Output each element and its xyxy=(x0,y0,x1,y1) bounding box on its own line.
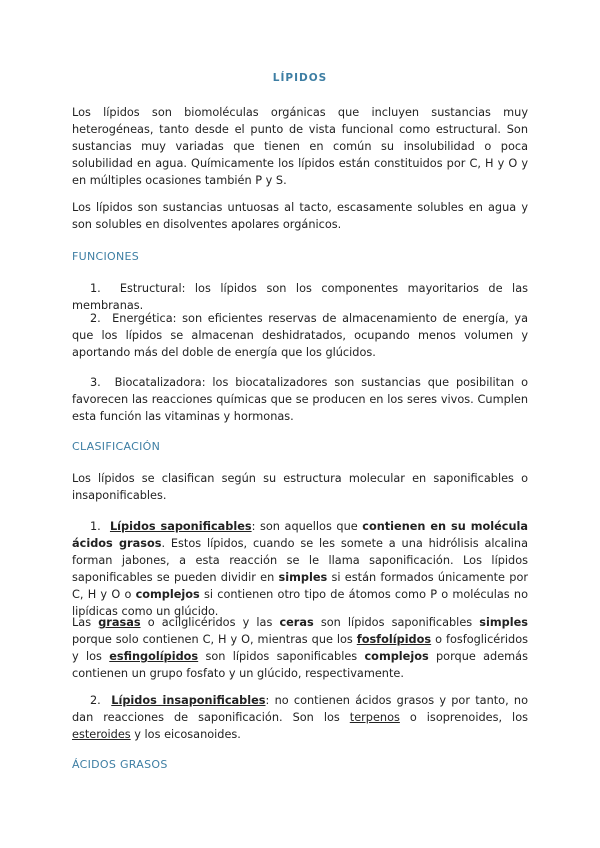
list-text: Estructural: los lípidos son los componentes mayoritarios de las membranas. xyxy=(72,282,528,312)
text-run: son lípidos saponificables xyxy=(313,616,480,629)
text-run: o fosfoglicéridos y los xyxy=(72,633,528,663)
text-run: son lípidos saponificables xyxy=(198,650,365,663)
term-grasas: grasas xyxy=(98,616,141,629)
text-run: porque solo contienen C, H y O, mientras que los xyxy=(72,633,357,646)
intro-paragraph-2: Los lípidos son sustancias untuosas al tacto, escasamente solubles en agua y son solubles en disolventes apolares orgánicos. xyxy=(72,201,528,231)
bold-run: complejos xyxy=(135,588,200,601)
text-run: si están formados únicamente por C, H y O o xyxy=(72,571,529,601)
term-complejos: complejos xyxy=(364,650,429,663)
term-insaponificables: Lípidos insaponificables xyxy=(111,694,266,707)
text-run: o isoprenoides, los xyxy=(399,711,528,724)
clasificacion-paragraph xyxy=(72,614,528,682)
list-number: 3. xyxy=(90,376,101,389)
list-number: 1. xyxy=(90,282,101,295)
list-number: 2. xyxy=(90,312,101,325)
bold-run: contienen en su molécula ácidos grasos xyxy=(72,520,528,550)
text-run: y los eicosanoides. xyxy=(130,728,241,741)
text-run: . Estos lípidos, cuando se les somete a una hidrólisis alcalina forman jabones, a esta reacción se le llama saponificación. Los lípidos saponificables se pueden dividir en xyxy=(72,537,528,584)
term-ceras: ceras xyxy=(279,616,314,629)
list-text: Biocatalizadora: los biocatalizadores son sustancias que posibilitan o favorecen las reacciones químicas que se producen en los seres vivos. Cumplen esta función las vitaminas y hormonas. xyxy=(72,376,528,423)
clasificacion-item-2 xyxy=(72,692,528,743)
text-run: : no contienen ácidos grasos y por tanto, no dan reacciones de saponificación. Son los xyxy=(72,694,528,724)
term-saponificables: Lípidos saponificables xyxy=(109,520,252,533)
text-run: o acilglicéridos y las xyxy=(140,616,280,629)
section-heading-acidos-grasos: ÁCIDOS GRASOS xyxy=(72,758,168,771)
text-run: porque además contienen un grupo fosfato y un glúcido, respectivamente. xyxy=(72,650,528,680)
term-simples: simples xyxy=(479,616,528,629)
page-title: LÍPIDOS xyxy=(272,72,328,84)
bold-run: simples xyxy=(278,571,328,584)
section-heading-funciones: FUNCIONES xyxy=(72,250,140,263)
list-text: Energética: son eficientes reservas de almacenamiento de energía, ya que los lípidos se almacenan deshidratados, ocupando menos volumen y aportando más del doble de energía que los glúcidos. xyxy=(72,312,528,359)
funcion-item-1 xyxy=(72,280,528,314)
term-terpenos: terpenos xyxy=(349,711,400,724)
term-esfingolipidos: esfingolípidos xyxy=(109,650,199,663)
clasificacion-item-1 xyxy=(72,518,528,620)
funcion-item-3 xyxy=(72,374,528,425)
section-heading-clasificacion: CLASIFICACIÓN xyxy=(72,440,161,453)
clasificacion-intro: Los lípidos se clasifican según su estructura molecular en saponificables o insaponificables. xyxy=(72,472,528,502)
text-run: si contienen otro tipo de átomos como P o moléculas no lipídicas como un glúcido. xyxy=(72,588,528,618)
text-run: Las xyxy=(72,616,99,629)
list-number: 1. xyxy=(90,520,101,533)
term-fosfolipidos: fosfolípidos xyxy=(356,633,432,646)
funcion-item-2 xyxy=(72,310,528,361)
list-number: 2. xyxy=(90,694,101,707)
text-run: : son aquellos que xyxy=(251,520,363,533)
intro-paragraph-1: Los lípidos son biomoléculas orgánicas que incluyen sustancias muy heterogéneas, tanto desde el punto de vista funcional como estructural. Son sustancias muy variadas que tienen en común su insolubilidad o poca solubilidad en agua. Químicamente los lípidos están constituidos por C, H y O y en múltiples ocasiones también P y S. xyxy=(72,106,528,187)
term-esteroides: esteroides xyxy=(72,728,131,741)
